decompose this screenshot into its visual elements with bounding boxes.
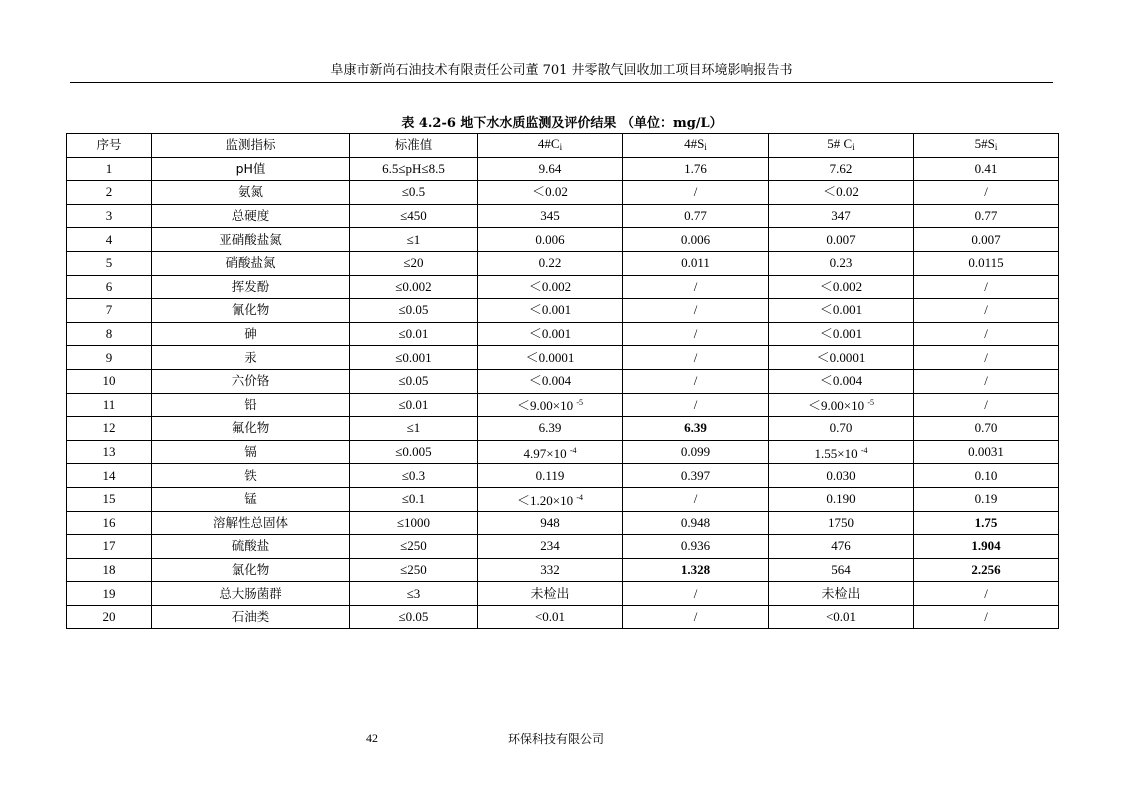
cell-c5-ci: 7.62 — [769, 157, 914, 181]
document-header-title: 阜康市新尚石油技术有限责任公司董 701 井零散气回收加工项目环境影响报告书 — [330, 63, 793, 78]
cell-indicator: 溶解性总固体 — [152, 511, 350, 535]
cell-indicator: 硫酸盐 — [152, 535, 350, 559]
cell-c4-si: / — [623, 393, 769, 417]
cell-c5-ci: <0.01 — [769, 605, 914, 629]
cell-c4-si: 1.76 — [623, 157, 769, 181]
cell-standard: ≤0.3 — [350, 464, 478, 488]
cell-indicator: 砷 — [152, 322, 350, 346]
cell-indicator: 氨氮 — [152, 181, 350, 205]
cell-c5-si: 0.19 — [914, 487, 1059, 511]
cell-c4-si: / — [623, 605, 769, 629]
cell-c5-si: / — [914, 322, 1059, 346]
cell-c4-si: 0.011 — [623, 251, 769, 275]
cell-c4-si: 6.39 — [623, 417, 769, 441]
table-header-row — [67, 134, 1059, 158]
cell-c5-si: / — [914, 605, 1059, 629]
cell-indicator: 总大肠菌群 — [152, 582, 350, 606]
cell-indicator: pH值 — [152, 157, 350, 181]
cell-standard: ≤0.01 — [350, 393, 478, 417]
header-divider — [70, 82, 1053, 83]
cell-c4-ci: 9.64 — [478, 157, 623, 181]
cell-c4-si: 0.099 — [623, 440, 769, 464]
cell-c4-ci: 948 — [478, 511, 623, 535]
cell-index: 5 — [67, 251, 152, 275]
cell-standard: ≤0.05 — [350, 369, 478, 393]
cell-c5-ci: 0.23 — [769, 251, 914, 275]
table-row — [67, 346, 1059, 370]
cell-c4-si: / — [623, 299, 769, 323]
table-row — [67, 582, 1059, 606]
table-row — [67, 299, 1059, 323]
cell-c4-si: / — [623, 487, 769, 511]
cell-indicator: 氯化物 — [152, 558, 350, 582]
cell-index: 19 — [67, 582, 152, 606]
cell-indicator: 石油类 — [152, 605, 350, 629]
cell-c5-ci: 1750 — [769, 511, 914, 535]
cell-indicator: 镉 — [152, 440, 350, 464]
cell-standard: ≤250 — [350, 535, 478, 559]
cell-index: 7 — [67, 299, 152, 323]
table-row — [67, 157, 1059, 181]
cell-indicator: 硝酸盐氮 — [152, 251, 350, 275]
cell-index: 16 — [67, 511, 152, 535]
cell-c5-si: / — [914, 393, 1059, 417]
cell-c4-ci: 345 — [478, 204, 623, 228]
groundwater-quality-table — [66, 133, 1059, 629]
cell-index: 11 — [67, 393, 152, 417]
table-row — [67, 369, 1059, 393]
table-row — [67, 228, 1059, 252]
table-caption: 表 4.2-6 地下水水质监测及评价结果 （单位：mg/L） — [401, 116, 723, 131]
cell-c5-si: / — [914, 299, 1059, 323]
cell-index: 6 — [67, 275, 152, 299]
cell-c5-ci: ＜0.001 — [769, 299, 914, 323]
cell-indicator: 铁 — [152, 464, 350, 488]
cell-standard: ≤0.1 — [350, 487, 478, 511]
cell-standard: ≤1 — [350, 417, 478, 441]
cell-c5-si: / — [914, 181, 1059, 205]
cell-index: 2 — [67, 181, 152, 205]
header-5-ci: 5# $C_i$ — [769, 134, 914, 158]
table-row — [67, 393, 1059, 417]
header-5-si: $5\#S_i$ — [914, 134, 1059, 158]
cell-c4-ci: 0.119 — [478, 464, 623, 488]
header-4-si: $4\#S_i$ — [623, 134, 769, 158]
cell-c5-si: / — [914, 369, 1059, 393]
cell-c5-ci: ＜0.001 — [769, 322, 914, 346]
table-row — [67, 464, 1059, 488]
cell-standard: ≤0.5 — [350, 181, 478, 205]
cell-standard: ≤20 — [350, 251, 478, 275]
table-row — [67, 251, 1059, 275]
cell-c4-si: 0.77 — [623, 204, 769, 228]
cell-c4-si: 0.397 — [623, 464, 769, 488]
cell-indicator: 氟化物 — [152, 417, 350, 441]
cell-c4-si: / — [623, 369, 769, 393]
cell-c4-si: / — [623, 322, 769, 346]
cell-c4-si: / — [623, 582, 769, 606]
cell-c5-ci: 347 — [769, 204, 914, 228]
cell-c5-ci: 0.190 — [769, 487, 914, 511]
table-row — [67, 275, 1059, 299]
cell-indicator: 亚硝酸盐氮 — [152, 228, 350, 252]
cell-standard: ≤0.005 — [350, 440, 478, 464]
cell-c4-ci: 6.39 — [478, 417, 623, 441]
table-row — [67, 204, 1059, 228]
table-row — [67, 605, 1059, 629]
header-4-ci: $4\#C_i$ — [478, 134, 623, 158]
cell-index: 15 — [67, 487, 152, 511]
cell-c5-ci: 未检出 — [769, 582, 914, 606]
table-row — [67, 417, 1059, 441]
cell-index: 14 — [67, 464, 152, 488]
cell-c5-ci: ＜0.002 — [769, 275, 914, 299]
cell-standard: ≤1 — [350, 228, 478, 252]
cell-c4-si: / — [623, 181, 769, 205]
cell-c5-ci: 0.70 — [769, 417, 914, 441]
cell-c5-si: / — [914, 346, 1059, 370]
cell-c5-si: 0.41 — [914, 157, 1059, 181]
cell-c5-ci: ＜9.00×10 $^{-5}$ — [769, 393, 914, 417]
cell-index: 12 — [67, 417, 152, 441]
table-row — [67, 558, 1059, 582]
cell-c5-si: 0.70 — [914, 417, 1059, 441]
cell-c5-ci: 0.007 — [769, 228, 914, 252]
cell-standard: ≤0.002 — [350, 275, 478, 299]
table-row — [67, 535, 1059, 559]
cell-c4-ci: ＜9.00×10 $^{-5}$ — [478, 393, 623, 417]
cell-index: 4 — [67, 228, 152, 252]
cell-c4-si: 0.948 — [623, 511, 769, 535]
cell-c4-si: / — [623, 275, 769, 299]
cell-c4-ci: 332 — [478, 558, 623, 582]
header-index: 序号 — [67, 134, 152, 158]
page-number: 42 — [366, 731, 378, 745]
cell-indicator: 氰化物 — [152, 299, 350, 323]
cell-standard: ≤0.01 — [350, 322, 478, 346]
cell-c4-ci: 0.006 — [478, 228, 623, 252]
cell-c5-si: / — [914, 582, 1059, 606]
cell-c4-ci: ＜0.002 — [478, 275, 623, 299]
cell-c5-si: / — [914, 275, 1059, 299]
cell-c4-ci: ＜0.02 — [478, 181, 623, 205]
cell-c5-si: 0.0115 — [914, 251, 1059, 275]
cell-standard: 6.5≤pH≤8.5 — [350, 157, 478, 181]
cell-c5-si: 0.10 — [914, 464, 1059, 488]
cell-standard: ≤1000 — [350, 511, 478, 535]
cell-standard: ≤0.05 — [350, 605, 478, 629]
cell-c4-ci: 0.22 — [478, 251, 623, 275]
cell-c4-si: 1.328 — [623, 558, 769, 582]
cell-index: 20 — [67, 605, 152, 629]
cell-c4-ci: ＜0.001 — [478, 322, 623, 346]
cell-c5-si: 0.0031 — [914, 440, 1059, 464]
table-row — [67, 487, 1059, 511]
cell-indicator: 总硬度 — [152, 204, 350, 228]
cell-index: 18 — [67, 558, 152, 582]
cell-c4-ci: 4.97×10 $^{-4}$ — [478, 440, 623, 464]
table-row — [67, 511, 1059, 535]
table-row — [67, 440, 1059, 464]
cell-c5-ci: ＜0.004 — [769, 369, 914, 393]
cell-index: 9 — [67, 346, 152, 370]
cell-c5-ci: 564 — [769, 558, 914, 582]
cell-index: 13 — [67, 440, 152, 464]
cell-c5-ci: 1.55×10 $^{-4}$ — [769, 440, 914, 464]
cell-c5-si: 2.256 — [914, 558, 1059, 582]
table-row — [67, 322, 1059, 346]
cell-c5-ci: 0.030 — [769, 464, 914, 488]
cell-index: 8 — [67, 322, 152, 346]
footer-organization: 环保科技有限公司 — [508, 732, 605, 746]
cell-c4-ci: 234 — [478, 535, 623, 559]
cell-c5-ci: ＜0.02 — [769, 181, 914, 205]
cell-c4-si: 0.936 — [623, 535, 769, 559]
cell-standard: ≤250 — [350, 558, 478, 582]
cell-c5-si: 0.77 — [914, 204, 1059, 228]
table-row — [67, 181, 1059, 205]
cell-c5-si: 1.904 — [914, 535, 1059, 559]
cell-c4-ci: 未检出 — [478, 582, 623, 606]
cell-indicator: 锰 — [152, 487, 350, 511]
cell-c4-ci: <0.01 — [478, 605, 623, 629]
cell-standard: ≤450 — [350, 204, 478, 228]
cell-c4-ci: ＜1.20×10 $^{-4}$ — [478, 487, 623, 511]
cell-index: 1 — [67, 157, 152, 181]
cell-indicator: 六价铬 — [152, 369, 350, 393]
cell-c4-ci: ＜0.001 — [478, 299, 623, 323]
cell-indicator: 铅 — [152, 393, 350, 417]
cell-c4-si: 0.006 — [623, 228, 769, 252]
cell-index: 3 — [67, 204, 152, 228]
cell-c4-ci: ＜0.0001 — [478, 346, 623, 370]
cell-c5-si: 1.75 — [914, 511, 1059, 535]
cell-c5-si: 0.007 — [914, 228, 1059, 252]
cell-c5-ci: ＜0.0001 — [769, 346, 914, 370]
cell-standard: ≤0.001 — [350, 346, 478, 370]
cell-indicator: 汞 — [152, 346, 350, 370]
cell-standard: ≤3 — [350, 582, 478, 606]
cell-c5-ci: 476 — [769, 535, 914, 559]
cell-c4-ci: ＜0.004 — [478, 369, 623, 393]
header-indicator: 监测指标 — [152, 134, 350, 158]
cell-standard: ≤0.05 — [350, 299, 478, 323]
cell-index: 17 — [67, 535, 152, 559]
cell-indicator: 挥发酚 — [152, 275, 350, 299]
cell-index: 10 — [67, 369, 152, 393]
cell-c4-si: / — [623, 346, 769, 370]
header-standard: 标准值 — [350, 134, 478, 158]
